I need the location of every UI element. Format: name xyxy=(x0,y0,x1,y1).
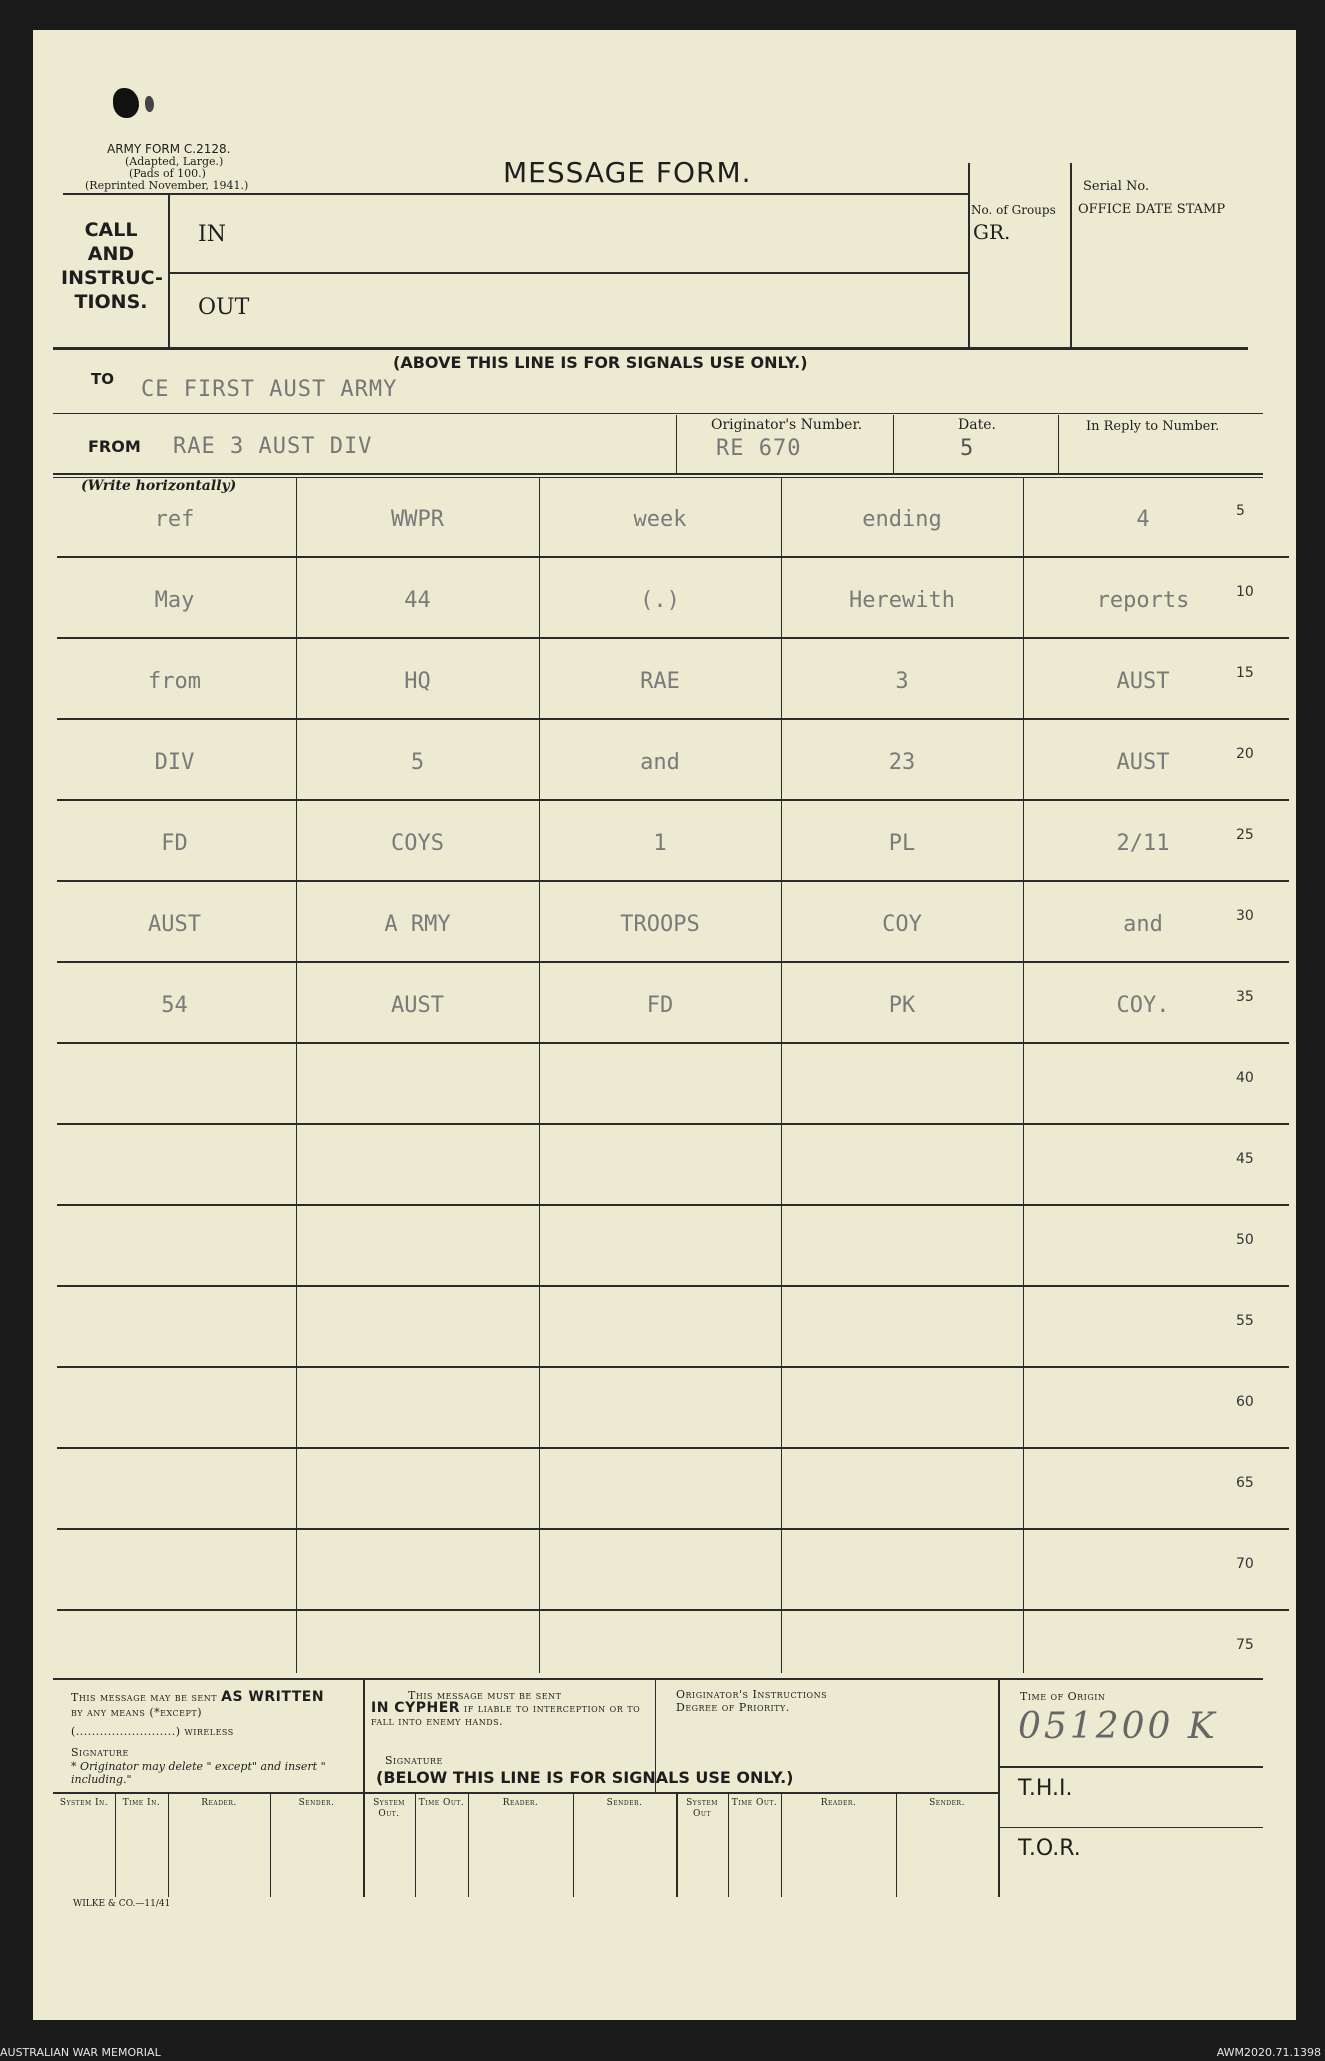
word-count-marker: 55 xyxy=(1236,1313,1254,1329)
from-value: RAE 3 AUST DIV xyxy=(173,434,373,459)
thi-label: T.H.I. xyxy=(1018,1776,1073,1801)
message-cell: WWPR xyxy=(391,507,444,532)
signals-column-header: System In. xyxy=(59,1798,109,1808)
message-cell: 5 xyxy=(410,750,425,775)
word-count-marker: 30 xyxy=(1236,908,1254,924)
call-label-line4: TIONS. xyxy=(74,291,148,313)
header-line-mid xyxy=(168,272,968,274)
date-value: 5 xyxy=(960,436,975,461)
signals-column-divider xyxy=(115,1792,116,1897)
message-cell: TROOPS xyxy=(620,912,700,937)
word-count-marker: 70 xyxy=(1236,1556,1254,1572)
signals-table-line xyxy=(53,1792,998,1794)
word-count-marker: 75 xyxy=(1236,1637,1254,1653)
message-cell: A RMY xyxy=(384,912,451,937)
message-cell: 44 xyxy=(404,588,431,613)
word-count-marker: 15 xyxy=(1236,665,1254,681)
call-divider xyxy=(168,193,170,347)
message-cell: AUST xyxy=(391,993,444,1018)
ink-stain xyxy=(113,88,139,118)
call-label-line2: AND xyxy=(87,243,135,265)
date-label: Date. xyxy=(958,417,996,433)
word-count-marker: 10 xyxy=(1236,584,1254,600)
grid-row-line xyxy=(57,1609,1289,1611)
message-cell: from xyxy=(148,669,201,694)
wireless-text: ) wireless xyxy=(175,1725,234,1738)
message-cell: ending xyxy=(862,507,942,532)
signals-column-divider xyxy=(728,1792,729,1897)
header-line-top xyxy=(63,193,968,195)
office-date-stamp-label: OFFICE DATE STAMP xyxy=(1078,202,1226,217)
wireless-blank: (......................... xyxy=(71,1725,176,1738)
message-cell: AUST xyxy=(1116,750,1170,775)
as-written-label: AS WRITTEN xyxy=(221,1689,325,1705)
signals-column-header: Reader. xyxy=(502,1798,539,1808)
army-form-number: ARMY FORM C.2128. xyxy=(107,142,231,156)
message-cell: and xyxy=(1123,912,1163,937)
time-of-origin-value: 051200 K xyxy=(1018,1706,1218,1747)
grid-row-line xyxy=(57,961,1289,963)
message-cell: reports xyxy=(1096,588,1190,613)
thi-line xyxy=(998,1827,1263,1828)
signals-column-divider xyxy=(270,1792,271,1897)
printer-imprint: WILKE & CO.—11/41 xyxy=(73,1899,171,1909)
grid-row-line xyxy=(57,1285,1289,1287)
grid-row-line xyxy=(57,1447,1289,1449)
message-form-sheet xyxy=(33,30,1296,2020)
bottom-divider-3 xyxy=(998,1680,1000,1897)
word-count-marker: 45 xyxy=(1236,1151,1254,1167)
cypher-line xyxy=(371,1702,656,1728)
grid-row-line xyxy=(57,637,1289,639)
word-count-marker: 40 xyxy=(1236,1070,1254,1086)
as-written-pre-text: This message may be sent xyxy=(71,1691,218,1704)
message-cell: AUST xyxy=(148,912,201,937)
signals-column-header: System Out. xyxy=(373,1798,405,1819)
message-cell: Herewith xyxy=(849,588,955,613)
groups-label: No. of Groups xyxy=(971,203,1056,217)
groups-divider-left xyxy=(968,163,970,347)
signals-column-divider xyxy=(468,1792,469,1897)
grid-row-line xyxy=(57,1528,1289,1530)
word-count-marker: 35 xyxy=(1236,989,1254,1005)
originators-instructions-label: Originator's Instructions xyxy=(676,1688,828,1701)
message-cell: ref xyxy=(154,507,195,532)
tor-label: T.O.R. xyxy=(1018,1836,1081,1861)
signals-column-header: Time Out. xyxy=(418,1798,465,1808)
time-of-origin-label: Time of Origin xyxy=(1020,1690,1106,1703)
word-count-marker: 50 xyxy=(1236,1232,1254,1248)
word-count-marker: 5 xyxy=(1236,503,1245,519)
below-line-note: (BELOW THIS LINE IS FOR SIGNALS USE ONLY.) xyxy=(376,1768,794,1787)
signals-column-header: Reader. xyxy=(820,1798,857,1808)
bottom-divider-1 xyxy=(363,1680,365,1792)
time-origin-line xyxy=(998,1766,1263,1768)
originator-number-value: RE 670 xyxy=(716,436,802,461)
header-line-bottom xyxy=(53,347,1248,350)
originator-note: * Originator may delete " except" and insert " including." xyxy=(71,1760,326,1786)
out-label: OUT xyxy=(198,295,250,320)
grid-row-line xyxy=(57,880,1289,882)
form-title: MESSAGE FORM. xyxy=(503,156,752,189)
to-value: CE FIRST AUST ARMY xyxy=(141,377,398,402)
grid-col-divider-2 xyxy=(539,477,540,1673)
grid-row-line xyxy=(57,1366,1289,1368)
word-count-marker: 25 xyxy=(1236,827,1254,843)
message-cell: 1 xyxy=(653,831,667,856)
in-label: IN xyxy=(198,222,226,247)
word-count-marker: 65 xyxy=(1236,1475,1254,1491)
signals-column-header: Time Out. xyxy=(731,1798,778,1808)
grid-row-line xyxy=(57,718,1289,720)
grid-row-line xyxy=(57,556,1289,558)
grid-row-line xyxy=(57,1123,1289,1125)
signals-column-header: Sender. xyxy=(298,1798,335,1808)
army-form-reprinted: (Reprinted November, 1941.) xyxy=(85,179,249,192)
groups-divider-right xyxy=(1070,163,1072,347)
grid-row-line xyxy=(57,799,1289,801)
cypher-pre: This message must be sent xyxy=(408,1689,562,1702)
message-cell: (.) xyxy=(640,588,680,613)
message-cell: and xyxy=(640,750,680,775)
message-cell: PL xyxy=(888,831,916,856)
grid-row-line xyxy=(57,1042,1289,1044)
from-line xyxy=(53,473,1263,475)
signals-column-divider xyxy=(363,1792,365,1897)
caption-right: AWM2020.71.1398 xyxy=(1216,2046,1321,2059)
message-cell: 4 xyxy=(1136,507,1150,532)
bottom-top-line xyxy=(53,1678,1263,1680)
grid-col-divider-1 xyxy=(296,477,297,1673)
message-cell: PK xyxy=(888,993,916,1018)
signals-column-header: Reader. xyxy=(201,1798,237,1808)
reply-divider xyxy=(1058,415,1059,473)
reply-label: In Reply to Number. xyxy=(1086,419,1220,434)
signals-column-divider xyxy=(676,1792,678,1897)
call-label-line3: INSTRUC- xyxy=(61,267,163,289)
army-form-adapted: (Adapted, Large.) xyxy=(125,155,224,168)
caption-left: AUSTRALIAN WAR MEMORIAL xyxy=(0,2046,161,2059)
grid-col-divider-4 xyxy=(1023,477,1024,1673)
call-label-line1: CALL xyxy=(84,219,138,241)
in-cypher-label: IN CYPHER xyxy=(371,1700,461,1716)
word-count-marker: 20 xyxy=(1236,746,1254,762)
message-cell: May xyxy=(154,588,195,613)
cypher-post: if liable to interception or to fall into enemy hands. xyxy=(371,1702,641,1728)
message-cell: AUST xyxy=(1116,669,1170,694)
grid-col-divider-3 xyxy=(781,477,782,1673)
message-cell: FD xyxy=(161,831,188,856)
message-cell: HQ xyxy=(404,669,431,694)
message-cell: 2/11 xyxy=(1116,831,1170,856)
call-instructions-label xyxy=(61,218,161,314)
signals-column-divider xyxy=(896,1792,897,1897)
signals-column-header: Sender. xyxy=(606,1798,643,1808)
message-cell: COYS xyxy=(391,831,444,856)
signals-column-header: System Out xyxy=(686,1798,718,1819)
word-count-marker: 60 xyxy=(1236,1394,1254,1410)
message-cell: 54 xyxy=(161,993,188,1018)
message-cell: week xyxy=(633,507,687,532)
signals-column-header: Sender. xyxy=(929,1798,965,1808)
message-cell: RAE xyxy=(640,669,680,694)
signature-label: Signature xyxy=(71,1746,129,1759)
message-cell: FD xyxy=(646,993,674,1018)
message-cell: DIV xyxy=(154,750,195,775)
wireless-label xyxy=(71,1725,234,1738)
date-divider xyxy=(893,415,894,473)
by-any-means: by any means (*except) xyxy=(71,1706,203,1719)
grid-row-line xyxy=(57,1204,1289,1206)
originator-number-label: Originator's Number. xyxy=(711,417,863,433)
message-cell: 3 xyxy=(895,669,909,694)
signals-column-header: Time In. xyxy=(122,1798,161,1808)
serial-label: Serial No. xyxy=(1083,179,1150,194)
from-label: FROM xyxy=(88,437,141,456)
as-written-pre xyxy=(71,1691,324,1704)
originator-divider xyxy=(676,415,677,473)
groups-value: GR. xyxy=(973,220,1011,244)
above-line-note: (ABOVE THIS LINE IS FOR SIGNALS USE ONLY.) xyxy=(393,353,808,372)
message-cell: COY. xyxy=(1116,993,1170,1018)
message-cell: COY xyxy=(882,912,922,937)
to-label: TO xyxy=(91,370,114,388)
to-line xyxy=(53,413,1263,414)
signals-column-divider xyxy=(573,1792,574,1897)
degree-of-priority-label: Degree of Priority. xyxy=(676,1701,790,1714)
ink-stain-small xyxy=(145,96,154,112)
write-horizontally-note: (Write horizontally) xyxy=(81,478,237,494)
army-form-pads: (Pads of 100.) xyxy=(129,167,206,180)
message-cell: 23 xyxy=(888,750,916,775)
signals-column-divider xyxy=(415,1792,416,1897)
signals-column-divider xyxy=(781,1792,782,1897)
signals-column-divider xyxy=(168,1792,169,1897)
signature2-label: Signature xyxy=(385,1754,443,1767)
